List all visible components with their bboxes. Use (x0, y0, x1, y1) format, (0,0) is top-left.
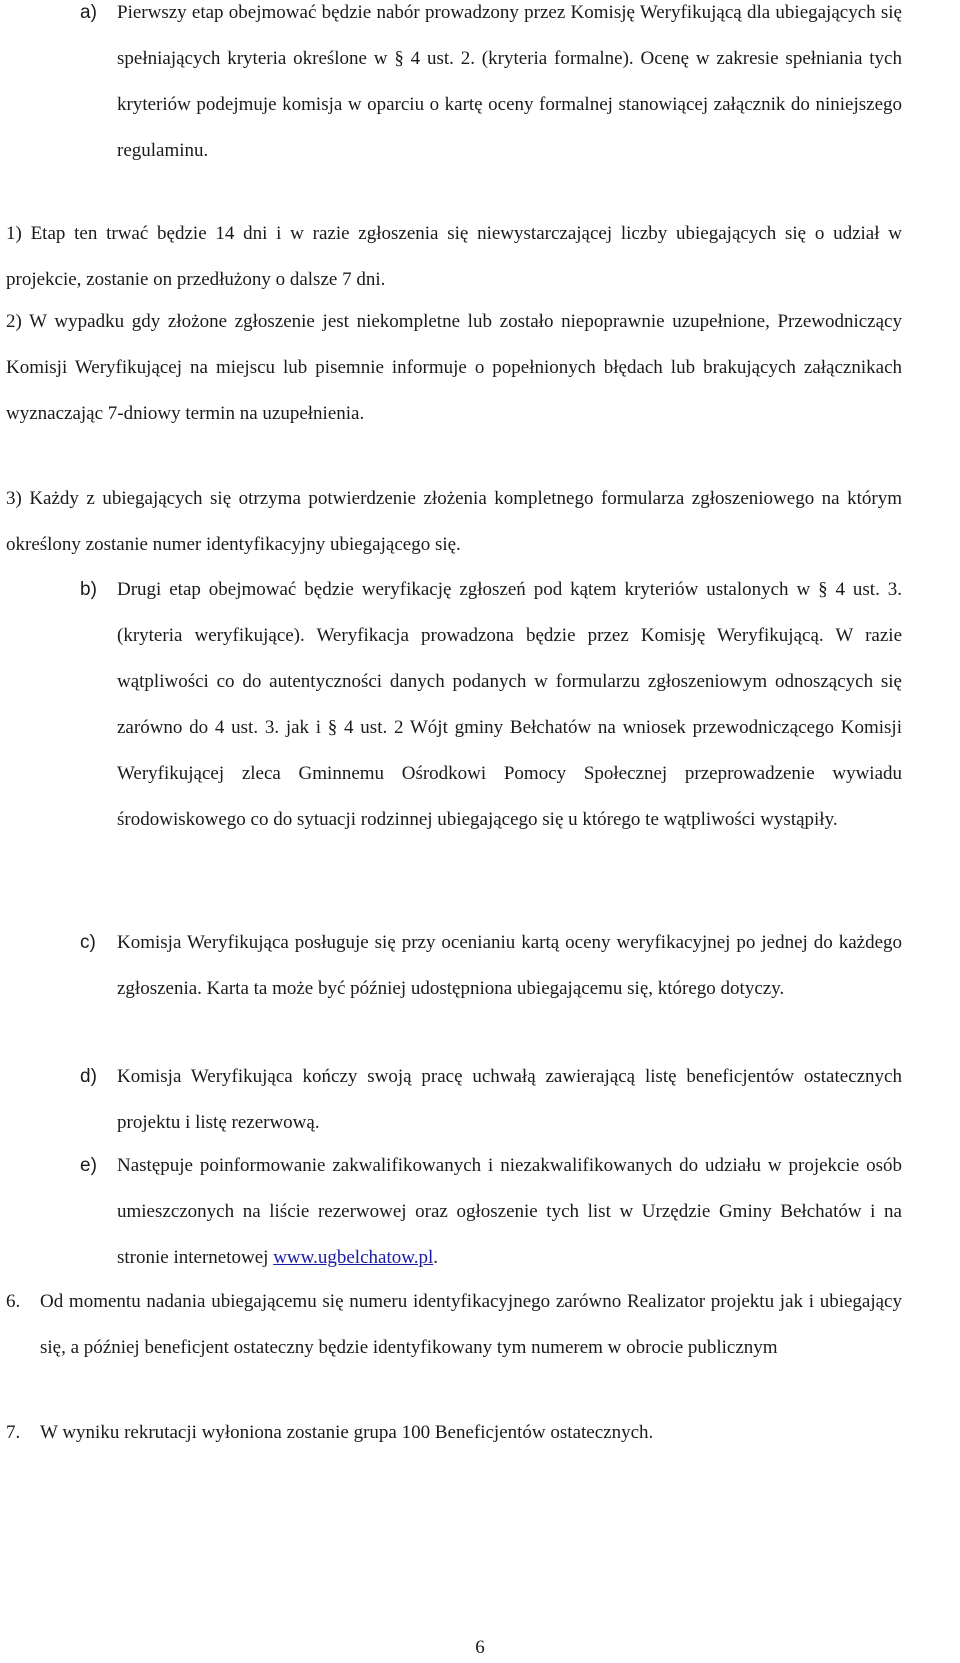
paragraph-1: 1) Etap ten trwać będzie 14 dni i w razie zgłoszenia się niewystarczającej liczby ubiegających się o udział w projekcie, zostanie on przedłużony o dalsze 7 dni. (6, 223, 902, 290)
paragraph-3: 3) Każdy z ubiegających się otrzyma potwierdzenie złożenia kompletnego formularza zgłoszeniowego na którym określony zostanie numer identyfikacyjny ubiegającego się. (6, 488, 902, 555)
website-link[interactable]: www.ugbelchatow.pl (273, 1247, 434, 1268)
item-e-marker: e) (80, 1155, 97, 1176)
item-e-text-before: Następuje poinformowanie zakwalifikowanych i niezakwalifikowanych do udziału w projekcie osób umieszczonych na liście rezerwowej oraz ogłoszenie tych list w Urzędzie Gminy Bełchatów i na stronie internetowej (117, 1155, 902, 1268)
item-e-text-after: . (433, 1247, 438, 1268)
item-c-marker: c) (80, 932, 96, 953)
item-d-text: Komisja Weryfikująca kończy swoją pracę uchwałą zawierającą listę beneficjentów ostatecznych projektu i listę rezerwową. (117, 1066, 902, 1133)
item-7-marker: 7. (6, 1422, 21, 1443)
paragraph-2: 2) W wypadku gdy złożone zgłoszenie jest niekompletne lub zostało niepoprawnie uzupełnione, Przewodniczący Komisji Weryfikującej na miejscu lub pisemnie informuje o popełnionych błędach lub brakujących załącznikach wyznaczając 7-dniowy termin na uzupełnienia. (6, 311, 902, 424)
item-e-text (117, 1143, 902, 1281)
item-d-marker: d) (80, 1066, 97, 1087)
item-7-text: W wyniku rekrutacji wyłoniona zostanie grupa 100 Beneficjentów ostatecznych. (40, 1422, 654, 1443)
item-6-marker: 6. (6, 1291, 21, 1312)
page-number: 6 (475, 1637, 485, 1658)
item-a-marker: a) (80, 2, 97, 23)
item-c-text: Komisja Weryfikująca posługuje się przy ocenianiu kartą oceny weryfikacyjnej po jednej do każdego zgłoszenia. Karta ta może być później udostępniona ubiegającemu się, którego dotyczy. (117, 932, 902, 999)
item-b-marker: b) (80, 579, 97, 600)
item-a-text: Pierwszy etap obejmować będzie nabór prowadzony przez Komisję Weryfikującą dla ubiegających się spełniających kryteria określone w § 4 ust. 2. (kryteria formalne). Ocenę w zakresie spełniania tych kryteriów podejmuje komisja w oparciu o kartę oceny formalnej stanowiącej załącznik do niniejszego regulaminu. (117, 2, 902, 161)
item-6-text: Od momentu nadania ubiegającemu się numeru identyfikacyjnego zarówno Realizator projektu jak i ubiegający się, a później beneficjent ostateczny będzie identyfikowany tym numerem w obrocie publicznym (40, 1291, 902, 1358)
item-b-text: Drugi etap obejmować będzie weryfikację zgłoszeń pod kątem kryteriów ustalonych w § 4 ust. 3. (kryteria weryfikujące). Weryfikacja prowadzona będzie przez Komisję Weryfikującą. W razie wątpliwości co do autentyczności danych podanych w formularzu zgłoszeniowym odnoszących się zarówno do 4 ust. 3. jak i § 4 ust. 2 Wójt gminy Bełchatów na wniosek przewodniczącego Komisji Weryfikującej zleca Gminnemu Ośrodkowi Pomocy Społecznej przeprowadzenie wywiadu środowiskowego co do sytuacji rodzinnej ubiegającego się u którego te wątpliwości wystąpiły. (117, 579, 902, 830)
